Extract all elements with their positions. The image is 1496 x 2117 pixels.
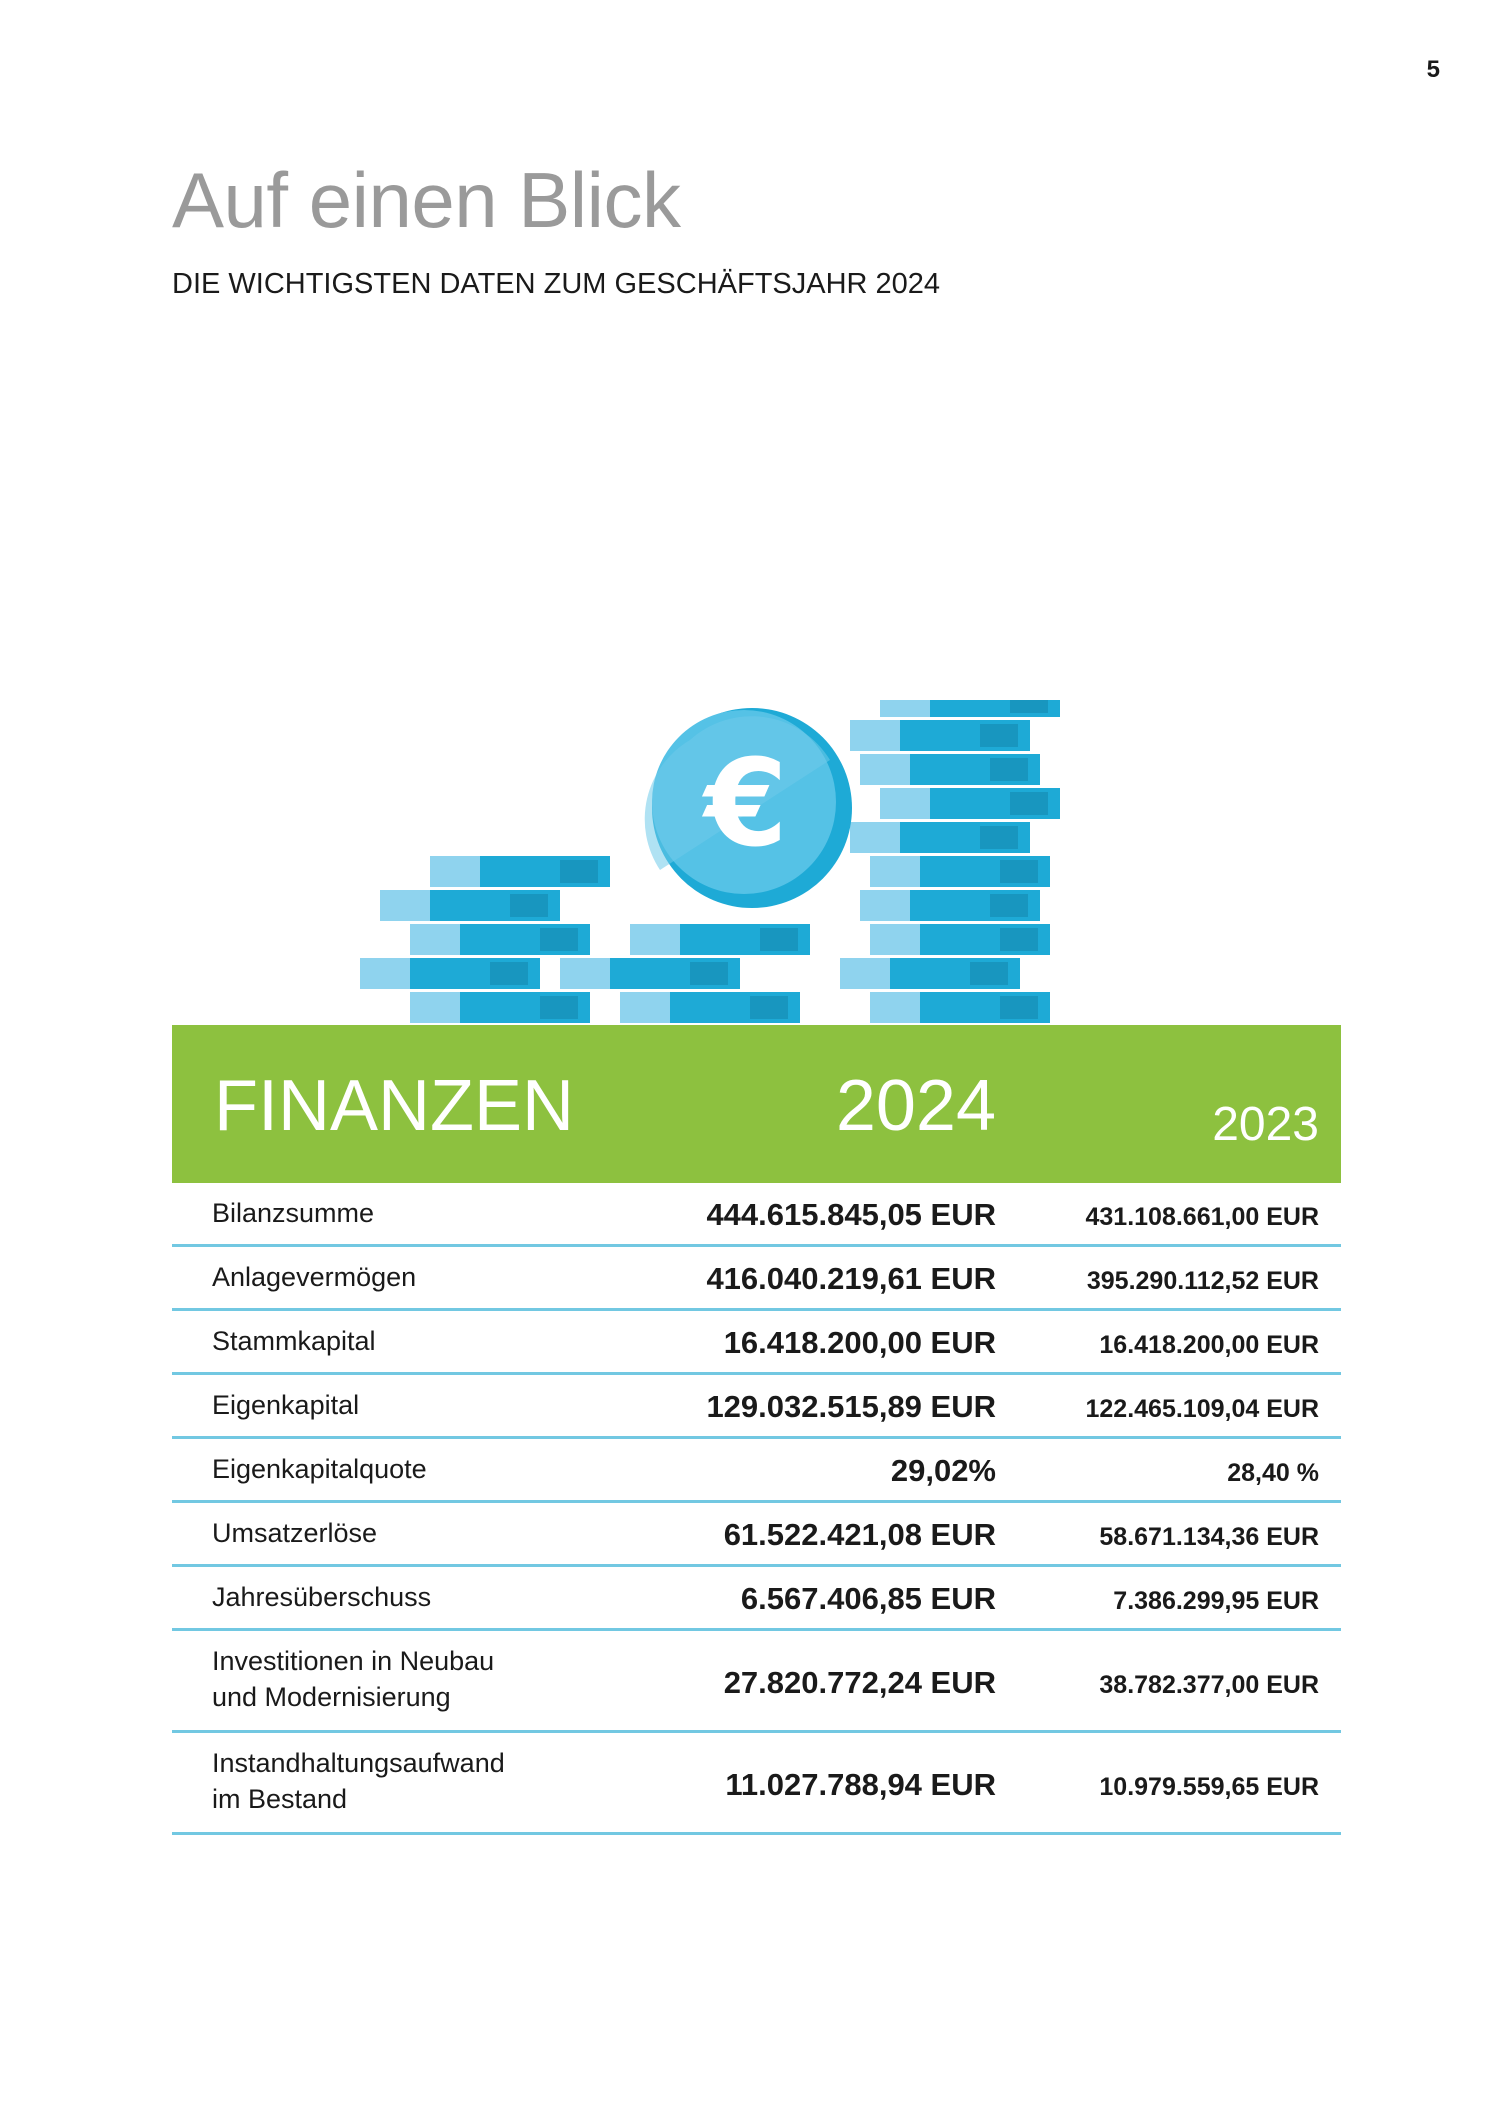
row-label (212, 1643, 494, 1715)
coin-edge-shade (1000, 996, 1038, 1019)
row-label (212, 1745, 505, 1817)
row-label (212, 1195, 374, 1231)
row-label (212, 1387, 359, 1423)
finance-header (172, 1025, 1341, 1183)
coin-edge-light (860, 890, 915, 921)
table-row (172, 1311, 1341, 1375)
coin-edge-light (630, 924, 685, 955)
coin-edge-light (880, 700, 935, 717)
value-2023: 16.418.200,00 EUR (1099, 1331, 1319, 1359)
row-label-line: im Bestand (212, 1784, 348, 1814)
coin-edge-light (410, 924, 465, 955)
coin-edge-shade (540, 928, 578, 951)
table-row (172, 1375, 1341, 1439)
row-label-line: Investitionen in Neubau (212, 1646, 495, 1676)
table-row (172, 1733, 1341, 1835)
value-2024: 129.032.515,89 EUR (706, 1389, 996, 1424)
page-title: Auf einen Blick (172, 156, 681, 244)
coin-edge-shade (990, 894, 1028, 917)
value-2024: 6.567.406,85 EUR (740, 1581, 996, 1616)
value-2023: 38.782.377,00 EUR (1099, 1671, 1319, 1699)
table-row (172, 1247, 1341, 1311)
coin-edge-light (360, 958, 415, 989)
value-2024: 29,02% (890, 1453, 996, 1488)
page-subtitle: DIE WICHTIGSTEN DATEN ZUM GESCHÄFTSJAHR 2024 (172, 268, 941, 300)
coin-edge-shade (560, 860, 598, 883)
row-label-line: Eigenkapital (212, 1390, 360, 1420)
coin-edge-shade (980, 724, 1018, 747)
coin-edge-light (560, 958, 615, 989)
coin-edge-light (870, 924, 925, 955)
euro-symbol: € (704, 735, 788, 874)
coin-edge-light (880, 788, 935, 819)
value-2023: 10.979.559,65 EUR (1099, 1773, 1319, 1801)
row-label-line: Bilanzsumme (212, 1198, 375, 1228)
row-label (212, 1579, 431, 1615)
euro-coin-stacks-icon (360, 700, 1080, 1030)
value-2024: 416.040.219,61 EUR (706, 1261, 996, 1296)
row-label-line: Jahresüberschuss (212, 1582, 432, 1612)
value-2024: 27.820.772,24 EUR (723, 1665, 996, 1700)
coin-edge-light (410, 992, 465, 1023)
table-row (172, 1631, 1341, 1733)
row-label-line: und Modernisierung (212, 1682, 451, 1712)
coin-edge-light (850, 720, 905, 751)
year-previous-header: 2023 (1212, 1098, 1319, 1151)
table-row (172, 1503, 1341, 1567)
coin-edge-shade (980, 826, 1018, 849)
table-row (172, 1439, 1341, 1503)
coin-edge-shade (990, 758, 1028, 781)
coin-edge-shade (1010, 792, 1048, 815)
coin-edge-shade (1000, 860, 1038, 883)
coin-edge-light (870, 992, 925, 1023)
coin-edge-light (860, 754, 915, 785)
table-row (172, 1567, 1341, 1631)
value-2023: 28,40 % (1227, 1459, 1319, 1487)
coin-edge-shade (1010, 700, 1048, 713)
row-label-line: Instandhaltungsaufwand (212, 1748, 505, 1778)
coin-edge-shade (760, 928, 798, 951)
page-number: 5 (1426, 56, 1440, 83)
value-2024: 11.027.788,94 EUR (725, 1767, 996, 1802)
year-current-header: 2024 (835, 1066, 996, 1146)
value-2024: 16.418.200,00 EUR (723, 1325, 996, 1360)
row-label-line: Anlagevermögen (212, 1262, 417, 1292)
coin-edge-light (380, 890, 435, 921)
value-2023: 431.108.661,00 EUR (1085, 1203, 1319, 1231)
row-label-line: Umsatzerlöse (212, 1518, 378, 1548)
row-label-line: Stammkapital (212, 1326, 376, 1356)
row-label (212, 1259, 416, 1295)
coin-edge-shade (490, 962, 528, 985)
coin-edge-light (430, 856, 485, 887)
coin-edge-shade (510, 894, 548, 917)
table-row (172, 1183, 1341, 1247)
value-2024: 61.522.421,08 EUR (723, 1517, 996, 1552)
coin-edge-shade (1000, 928, 1038, 951)
coin-edge-shade (540, 996, 578, 1019)
row-label (212, 1451, 427, 1487)
row-label (212, 1323, 376, 1359)
coin-edge-light (840, 958, 895, 989)
finance-table (172, 1183, 1341, 1835)
value-2023: 122.465.109,04 EUR (1085, 1395, 1319, 1423)
coin-edge-shade (690, 962, 728, 985)
coin-edge-light (620, 992, 675, 1023)
value-2024: 444.615.845,05 EUR (706, 1197, 996, 1232)
coin-edge-shade (750, 996, 788, 1019)
coin-edge-light (850, 822, 905, 853)
coin-edge-shade (970, 962, 1008, 985)
value-2023: 7.386.299,95 EUR (1113, 1587, 1319, 1615)
value-2023: 58.671.134,36 EUR (1099, 1523, 1319, 1551)
value-2023: 395.290.112,52 EUR (1086, 1267, 1319, 1295)
finance-section-label: FINANZEN (214, 1066, 574, 1146)
euro-coin (645, 708, 852, 908)
row-label-line: Eigenkapitalquote (212, 1454, 427, 1484)
row-label (212, 1515, 377, 1551)
coin-edge-light (870, 856, 925, 887)
